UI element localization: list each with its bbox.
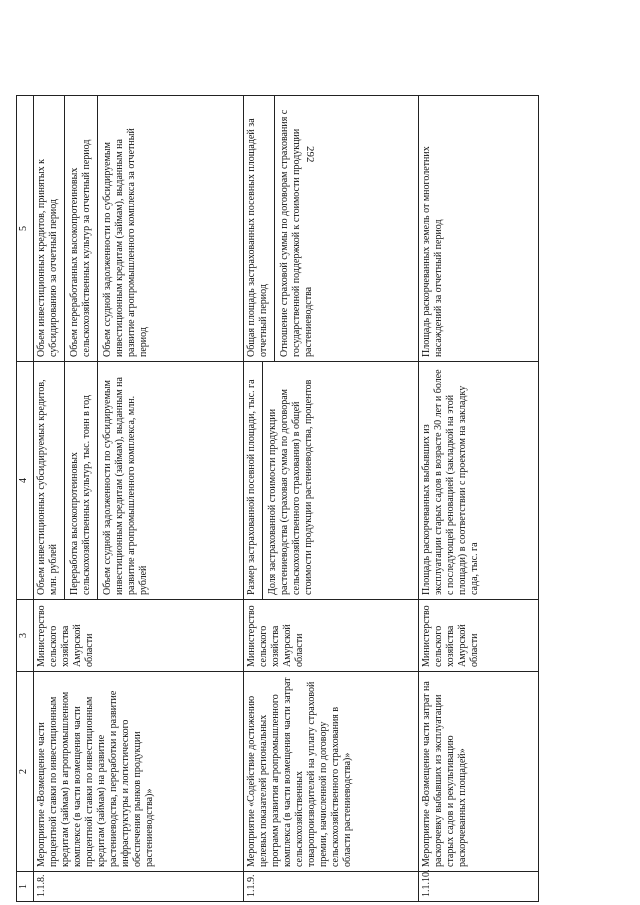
header-cell-2: 2	[17, 672, 34, 872]
description-cell	[34, 96, 244, 362]
header-cell-3: 3	[17, 600, 34, 672]
header-cell-1: 1	[17, 872, 34, 902]
description-cell	[419, 96, 539, 362]
executor-cell: Министерство сельского хозяйства Амурской области	[419, 600, 539, 672]
description-item: Общая площадь застрахованных посевных площадей за отчетный период	[246, 118, 269, 357]
indicator-item: Доля застрахованной стоимости продукции растениеводства (страховая сумма по договорам сельскохозяйственного страхования) в общей стоимости продукции растениеводства, процентов	[262, 362, 315, 599]
indicator-item: Переработка высокопротеиновых сельскохозяйственных культур, тыс. тонн в год	[64, 362, 93, 599]
program-table	[16, 95, 539, 902]
executor-cell: Министерство сельского хозяйства Амурской области	[244, 600, 419, 672]
row-number: 1.1.10.	[419, 872, 539, 902]
table-row	[419, 96, 539, 902]
indicator-item: Размер застрахованной посевной площади, тыс. га	[246, 379, 257, 595]
description-item: Отношение страховой суммы по договорам страхования с государственной поддержкой к стоимости продукции растениеводства	[274, 96, 315, 361]
indicator-item: Объем ссудной задолженности по субсидируемым инвестиционным кредитам (займам), выданным на развитие агропромышленного комплекса, млн. рублей	[97, 362, 150, 599]
description-item: Объем ссудной задолженности по субсидируемым инвестиционным кредитам (займам), выданным на развитие агропромышленного комплекса за отчетный период	[97, 96, 150, 361]
measure-cell: Мероприятие «Возмещение части процентной ставки по инвестиционным кредитам (займам) в агропромышленном комплексе (в части возмещения части процентной ставки по инвестиционным кредитам (займам) на развитие растениеводства, переработки и развитие инфраструктуры и логистического обеспечения рынков продукции растениеводства)»	[34, 672, 244, 872]
rotated-page	[16, 96, 611, 902]
row-number: 1.1.8.	[34, 872, 244, 902]
row-number: 1.1.9.	[244, 872, 419, 902]
indicator-item: Объем инвестиционных субсидируемых кредитов, млн. рублей	[36, 379, 59, 595]
description-cell	[244, 96, 419, 362]
indicator-cell	[34, 362, 244, 600]
executor-cell: Министерство сельского хозяйства Амурской области	[34, 600, 244, 672]
measure-cell: Мероприятие «Возмещение части затрат на раскорчевку выбывших из эксплуатации старых садов и рекультивацию раскорчеванных площадей»	[419, 672, 539, 872]
indicator-item: Площадь раскорчеванных выбывших из эксплуатации старых садов в возрасте 30 лет и более с последующей реновацией (закладкой на этой площади) в соответствии с проектом на закладку сада, тыс. га	[421, 369, 480, 595]
description-item: Площадь раскорчеванных земель от многолетних насаждений за отчетный период	[421, 146, 444, 357]
indicator-cell	[419, 362, 539, 600]
indicator-cell	[244, 362, 419, 600]
header-row	[17, 96, 34, 902]
table-row	[34, 96, 244, 902]
measure-cell: Мероприятие «Содействие достижению целевых показателей региональных программ развития агропромышленного комплекса (в части возмещения части затрат сельскохозяйственных товаропроизводителей на уплату страховой премии, начисленной по договору сельскохозяйственного страхования в области растениеводства)»	[244, 672, 419, 872]
page-number: 292	[304, 146, 316, 163]
header-cell-4: 4	[17, 362, 34, 600]
description-item: Объем переработанных высокопротеиновых сельскохозяйственных культур за отчетный период	[64, 96, 93, 361]
table-row	[244, 96, 419, 902]
header-cell-5: 5	[17, 96, 34, 362]
description-item: Объем инвестиционных кредитов, принятых к субсидированию за отчетный период	[36, 158, 59, 357]
